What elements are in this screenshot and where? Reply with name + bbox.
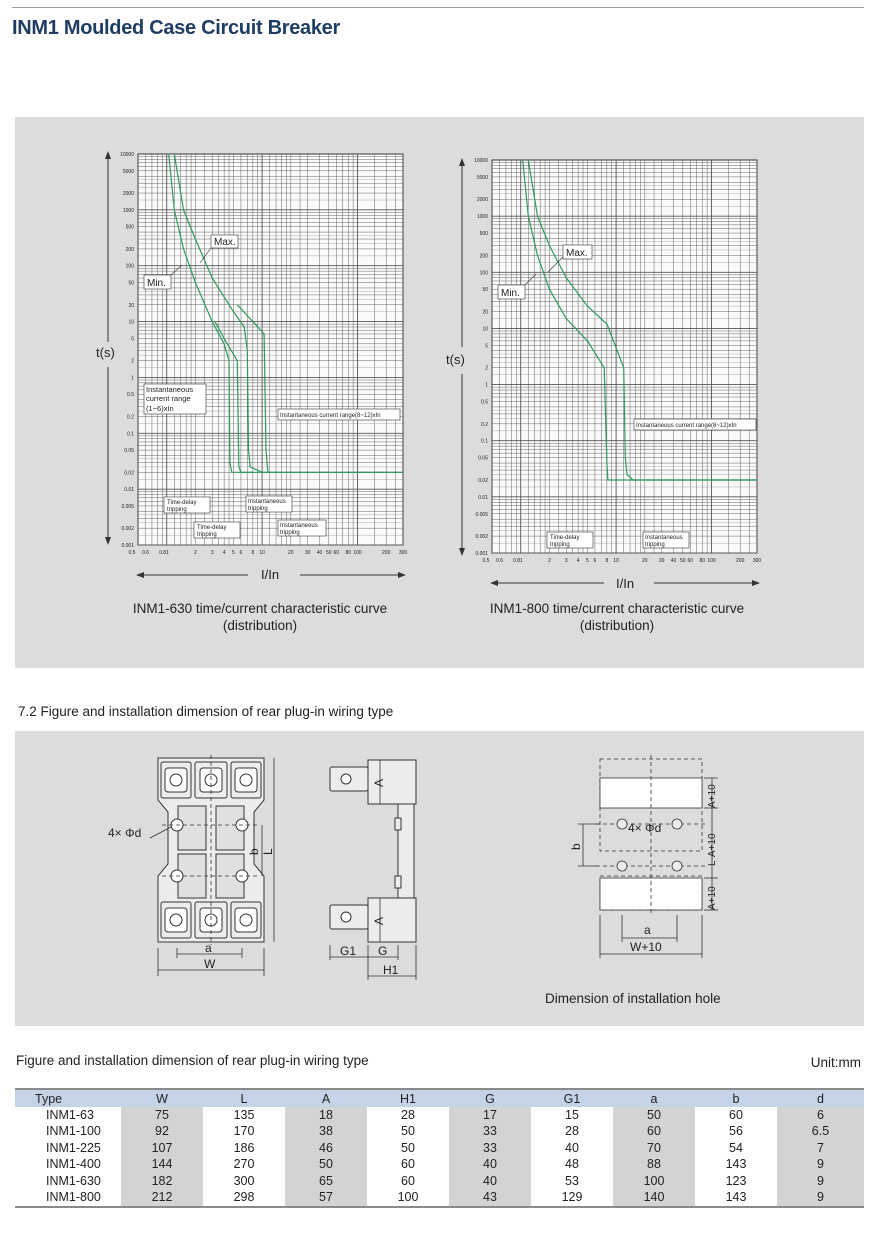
dim-l-label: L	[261, 848, 275, 855]
table-cell: 43	[449, 1190, 531, 1208]
table-cell: 50	[613, 1107, 695, 1124]
dim-la10-label: L-A+10	[707, 833, 718, 866]
table-cell: 300	[233, 1173, 255, 1188]
y-tick-label: 0.005	[121, 503, 134, 510]
table-cell: 57	[285, 1190, 367, 1208]
install-hole-caption: Dimension of installation hole	[545, 991, 721, 1006]
dimension-table	[15, 1088, 864, 1208]
y-tick-label: 100	[125, 263, 134, 270]
y-tick-label: 5000	[476, 174, 488, 181]
table-cell: 107	[121, 1140, 203, 1157]
x-tick-label: 0.81	[159, 550, 169, 556]
x-tick-label: 300	[752, 558, 762, 564]
x-tick-label: 80	[345, 550, 352, 556]
inst-range-1-line1: Instantaneous	[146, 385, 194, 394]
y-tick-label: 0.001	[475, 551, 488, 557]
dim-a10-top-label: A+10	[707, 784, 718, 808]
y-tick-label: 0.5	[481, 399, 488, 406]
table-cell: 92	[121, 1124, 203, 1141]
y-tick-label: 0.1	[481, 438, 488, 445]
table-cell: 46	[285, 1140, 367, 1157]
y-axis-label: t(s)	[446, 352, 465, 367]
table-cell: 48	[565, 1157, 579, 1172]
table-cell: 270	[233, 1157, 255, 1172]
header-g1: G1	[531, 1089, 613, 1107]
y-tick-label: 50	[128, 280, 134, 287]
table-cell: 7	[777, 1140, 864, 1157]
table-cell: 100	[367, 1190, 449, 1208]
y-tick-label: 0.05	[124, 448, 134, 455]
x-tick-label: 0.5	[128, 550, 136, 556]
x-tick-label: 5	[231, 550, 235, 556]
chart-630-title: INM1-630 time/current characteristic curve	[132, 601, 388, 616]
chart-800-subtitle: (distribution)	[579, 618, 655, 633]
table-cell: 298	[203, 1190, 285, 1208]
header-b: b	[695, 1089, 777, 1107]
table-cell: 50	[401, 1140, 415, 1155]
table-header-row	[15, 1089, 864, 1107]
chart-630-subtitle: (distribution)	[222, 618, 298, 633]
table-cell: 170	[233, 1124, 255, 1139]
table-cell: 186	[233, 1140, 255, 1155]
table-cell: 9	[777, 1173, 864, 1190]
table-cell: 40	[449, 1173, 531, 1190]
inst-tripping-2b: tripping	[280, 530, 300, 536]
y-tick-label: 0.005	[475, 511, 488, 518]
hole-label: 4× Φd	[108, 826, 142, 840]
x-tick-label: 100	[707, 558, 716, 564]
y-tick-label: 5	[131, 336, 134, 343]
x-axis-label: I/In	[616, 576, 635, 591]
x-tick-label: 200	[736, 558, 745, 564]
x-tick-label: 100	[353, 550, 362, 556]
y-tick-label: 5	[485, 343, 488, 350]
x-tick-label: 200	[382, 550, 391, 556]
x-tick-label: 3	[210, 550, 214, 556]
y-tick-label: 0.2	[127, 414, 134, 421]
x-tick-label: 20	[288, 550, 294, 556]
y-tick-label: 500	[479, 231, 488, 238]
max-label: Max.	[214, 237, 236, 248]
page-title: INM1 Moulded Case Circuit Breaker	[12, 17, 340, 39]
x-tick-label: 3	[564, 558, 568, 564]
table-cell: 18	[285, 1107, 367, 1124]
table-row	[15, 1140, 864, 1157]
table-cell: 123	[725, 1173, 747, 1188]
header-h1: H1	[367, 1089, 449, 1107]
td-tripping-b: tripping	[550, 542, 570, 548]
x-tick-label: 0.6	[496, 558, 504, 564]
y-tick-label: 2	[131, 358, 134, 365]
y-tick-label: 0.02	[124, 470, 134, 477]
dim-g1-label: G1	[340, 944, 357, 958]
table-cell: 212	[121, 1190, 203, 1208]
y-tick-label: 0.1	[127, 431, 134, 438]
inst-range-1-line2: current range	[146, 394, 191, 403]
dim-a2-label: a	[644, 923, 651, 937]
table-cell: 60	[729, 1107, 743, 1122]
inst-tripping-1a: Instantaneous	[248, 499, 286, 505]
x-tick-label: 6	[239, 550, 243, 556]
y-tick-label: 0.002	[475, 534, 488, 541]
unit-label: Unit:mm	[810, 1055, 861, 1070]
header-a-lower: a	[613, 1089, 695, 1107]
table-cell: 182	[121, 1173, 203, 1190]
table-cell: 70	[613, 1140, 695, 1157]
y-tick-label: 0.002	[121, 526, 134, 533]
inst-range-label: Instantaneous current range(8~12)xIn	[636, 423, 737, 429]
table-row	[15, 1190, 864, 1208]
td-tripping-1b: tripping	[167, 507, 187, 513]
table-heading: Figure and installation dimension of rear plug-in wiring type	[16, 1053, 369, 1068]
x-tick-label: 300	[398, 550, 408, 556]
dim-a-label: a	[205, 941, 212, 955]
td-tripping-1a: Time-delay	[167, 500, 197, 506]
table-cell: 54	[729, 1140, 743, 1155]
x-tick-label: 50	[679, 558, 686, 564]
y-axis-label: t(s)	[96, 345, 115, 360]
table-cell: 28	[565, 1124, 579, 1139]
x-tick-label: 6	[593, 558, 597, 564]
type-cell: INM1-100	[46, 1124, 101, 1139]
x-tick-label: 0.81	[513, 558, 523, 564]
x-tick-label: 60	[687, 558, 694, 564]
x-tick-label: 2	[548, 558, 551, 564]
table-cell: 143	[725, 1157, 747, 1172]
table-row	[15, 1107, 864, 1124]
table-cell: 50	[285, 1157, 367, 1174]
type-cell: INM1-400	[46, 1157, 101, 1172]
y-tick-label: 0.001	[121, 543, 134, 549]
x-tick-label: 8	[251, 550, 255, 556]
y-tick-label: 10	[482, 326, 488, 333]
table-cell: 9	[777, 1190, 864, 1208]
x-tick-label: 10	[613, 558, 619, 564]
table-cell: 40	[449, 1157, 531, 1174]
table-cell: 75	[121, 1107, 203, 1124]
header-g: G	[449, 1089, 531, 1107]
min-label: Min.	[147, 278, 166, 289]
header-w: W	[121, 1089, 203, 1107]
y-tick-label: 10000	[120, 152, 134, 158]
y-tick-label: 0.5	[127, 392, 134, 399]
table-cell: 56	[729, 1124, 743, 1139]
dim-h1-label: H1	[383, 963, 399, 977]
table-cell: 135	[233, 1107, 255, 1122]
x-tick-label: 0.6	[142, 550, 150, 556]
y-tick-label: 2	[485, 365, 488, 372]
inst-tripping-a: Instantaneous	[645, 535, 683, 541]
type-cell: INM1-630	[46, 1173, 101, 1188]
y-tick-label: 1000	[122, 207, 134, 214]
x-tick-label: 50	[325, 550, 332, 556]
dim-b-label: b	[247, 848, 261, 855]
inst-tripping-1b: tripping	[248, 506, 268, 512]
table-cell: 65	[285, 1173, 367, 1190]
table-row	[15, 1173, 864, 1190]
x-tick-label: 30	[658, 558, 665, 564]
x-tick-label: 4	[576, 558, 580, 564]
x-tick-label: 40	[316, 550, 323, 556]
table-cell: 9	[777, 1157, 864, 1174]
y-tick-label: 0.01	[124, 487, 134, 494]
y-tick-label: 1000	[476, 214, 488, 221]
table-cell: 33	[449, 1140, 531, 1157]
y-tick-label: 0.2	[481, 421, 488, 428]
table-cell: 140	[613, 1190, 695, 1208]
dim-w-label: W	[204, 957, 216, 971]
type-cell: INM1-225	[46, 1140, 101, 1155]
table-cell: 129	[531, 1190, 613, 1208]
type-cell: INM1-63	[46, 1107, 94, 1122]
table-cell: 60	[613, 1124, 695, 1141]
y-tick-label: 0.02	[478, 477, 488, 484]
table-cell: 60	[401, 1173, 415, 1188]
y-tick-label: 10	[128, 319, 134, 326]
dim-a-bottom-label: A	[372, 916, 386, 925]
y-tick-label: 1	[485, 382, 488, 389]
table-cell: 144	[121, 1157, 203, 1174]
table-row	[15, 1124, 864, 1141]
table-cell: 15	[565, 1107, 579, 1122]
x-tick-label: 2	[194, 550, 197, 556]
header-l: L	[203, 1089, 285, 1107]
table-cell: 6.5	[777, 1124, 864, 1141]
table-cell: 60	[401, 1157, 415, 1172]
table-cell: 17	[449, 1107, 531, 1124]
table-cell: 143	[695, 1190, 777, 1208]
td-tripping-a: Time-delay	[550, 535, 580, 541]
table-cell: 33	[449, 1124, 531, 1141]
inst-range-2-label: Instantaneous current range(8~12)xIn	[280, 413, 381, 419]
y-tick-label: 2000	[476, 197, 488, 204]
table-row	[15, 1157, 864, 1174]
y-tick-label: 0.05	[478, 455, 488, 462]
type-cell: INM1-800	[15, 1190, 121, 1208]
header-type: Type	[15, 1089, 121, 1107]
dim-w10-label: W+10	[630, 940, 662, 954]
inst-tripping-2a: Instantaneous	[280, 523, 318, 529]
table-cell: 100	[613, 1173, 695, 1190]
min-label: Min.	[501, 288, 520, 299]
table-cell: 6	[777, 1107, 864, 1124]
table-cell: 50	[401, 1124, 415, 1139]
dim-a10-bottom-label: A+10	[707, 886, 718, 910]
inst-tripping-b: tripping	[645, 542, 665, 548]
x-tick-label: 40	[670, 558, 677, 564]
x-tick-label: 60	[333, 550, 340, 556]
x-tick-label: 8	[605, 558, 609, 564]
y-tick-label: 1	[131, 375, 134, 382]
inst-range-1-line3: (1~6)xIn	[146, 404, 174, 413]
y-tick-label: 500	[125, 224, 134, 231]
table-cell: 88	[613, 1157, 695, 1174]
table-cell: 28	[401, 1107, 415, 1122]
dim-b2-label: b	[569, 843, 583, 850]
y-tick-label: 10000	[474, 158, 488, 164]
chart-800-title: INM1-800 time/current characteristic curve	[489, 601, 745, 616]
x-tick-label: 20	[642, 558, 648, 564]
section-heading: 7.2 Figure and installation dimension of rear plug-in wiring type	[18, 704, 394, 719]
x-tick-label: 10	[259, 550, 265, 556]
x-tick-label: 80	[699, 558, 706, 564]
y-tick-label: 5000	[122, 168, 134, 175]
y-tick-label: 2000	[122, 191, 134, 198]
y-tick-label: 0.01	[478, 494, 488, 501]
header-a: A	[285, 1089, 367, 1107]
x-tick-label: 0.5	[482, 558, 490, 564]
table-cell: 38	[285, 1124, 367, 1141]
y-tick-label: 20	[128, 302, 134, 309]
y-tick-label: 200	[125, 246, 134, 253]
header-d: d	[777, 1089, 864, 1107]
y-tick-label: 200	[479, 253, 488, 260]
table-cell: 53	[565, 1173, 579, 1188]
max-label: Max.	[566, 248, 588, 259]
dim-a-top-label: A	[372, 778, 386, 787]
dim-g-label: G	[378, 944, 388, 958]
x-tick-label: 5	[585, 558, 589, 564]
x-tick-label: 30	[304, 550, 311, 556]
td-tripping-2b: tripping	[197, 532, 217, 538]
x-tick-label: 4	[222, 550, 226, 556]
y-tick-label: 50	[482, 287, 488, 294]
y-tick-label: 20	[482, 309, 488, 316]
hole2-label: 4× Φd	[628, 821, 662, 835]
table-cell: 40	[565, 1140, 579, 1155]
x-axis-label: I/In	[261, 567, 280, 582]
td-tripping-2a: Time-delay	[197, 525, 227, 531]
y-tick-label: 100	[479, 270, 488, 277]
